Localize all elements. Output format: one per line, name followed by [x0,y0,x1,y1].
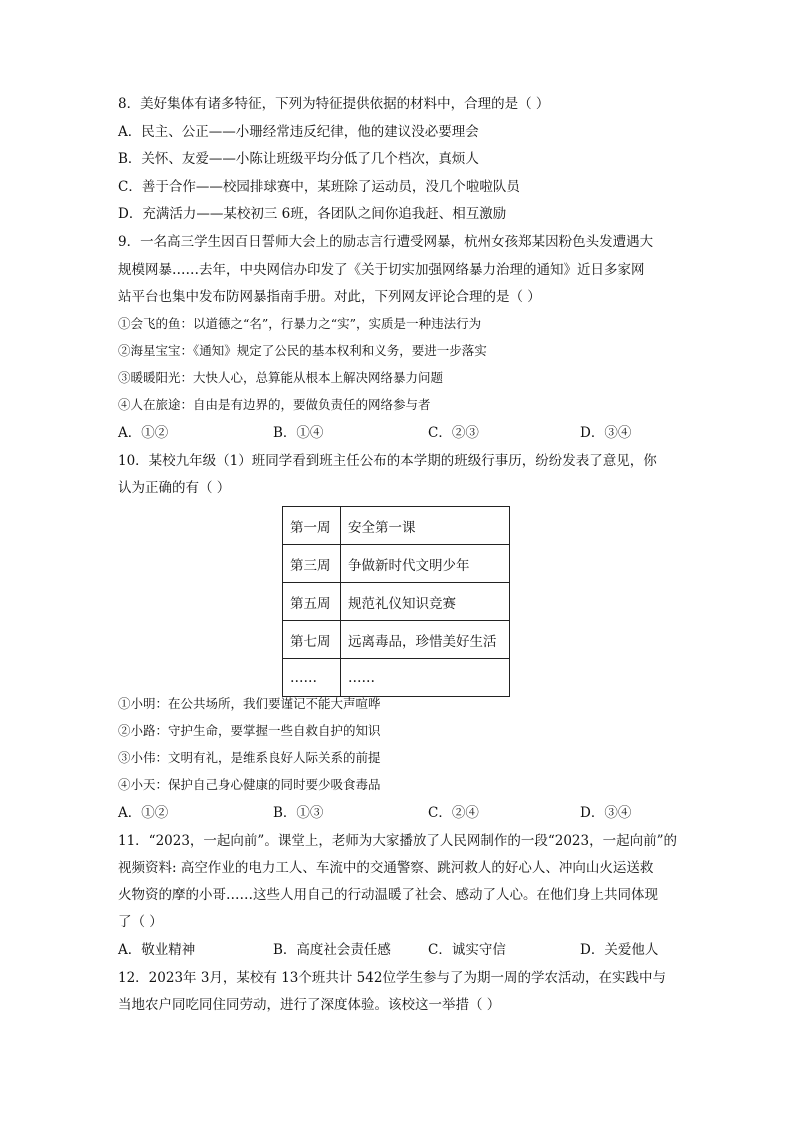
activity-cell: …… [341,659,510,697]
activity-cell: 安全第一课 [341,507,510,545]
table-row [283,545,510,583]
q9-stem-line-1: 9．一名高三学生因百日誓师大会上的励志言行遭受网暴，杭州女孩郑某因粉色头发遭遇大 [118,234,654,250]
activity-cell: 争做新时代文明少年 [341,545,510,583]
q9-stem-line-2: 规模网暴……去年，中央网信办印发了《关于切实加强网络暴力治理的通知》近日多家网 [118,262,645,278]
q8-option-b: B．关怀、友爱——小陈让班级平均分低了几个档次，真烦人 [118,151,479,167]
q10-choice-c: C．②④ [428,805,479,821]
q8-option-a: A．民主、公正——小珊经常违反纪律，他的建议没必要理会 [118,124,479,140]
q12-stem-line-2: 当地农户同吃同住同劳动，进行了深度体验。该校这一举措（ ） [118,997,501,1013]
week-cell: 第一周 [283,507,341,545]
q9-choice-d: D．③④ [580,425,632,441]
q10-stem-line-2: 认为正确的有（ ） [118,480,231,496]
q11-stem-line-4: 了（ ） [118,914,163,930]
q11-stem-line-2: 视频资料: 高空作业的电力工人、车流中的交通警察、跳河救人的好心人、冲向山火运送救 [118,860,654,876]
q10-statement-2: ②小路：守护生命，要掌握一些自救自护的知识 [118,723,381,738]
q10-choice-b: B．①③ [273,805,324,821]
activity-cell: 远离毒品，珍惜美好生活 [341,621,510,659]
q10-statement-3: ③小伟：文明有礼，是维系良好人际关系的前提 [118,750,381,765]
q8-option-d: D．充满活力——某校初三 6班，各团队之间你追我赶、相互激励 [118,206,507,222]
q10-choices [118,803,678,823]
q11-choice-b: B．高度社会责任感 [273,942,391,958]
week-cell: …… [283,659,341,697]
q11-choice-d: D．关爱他人 [580,942,659,958]
q11-stem-line-1: 11．“2023，一起向前”。课堂上，老师为大家播放了人民网制作的一段“2023，一起向前”的 [118,833,677,849]
q9-statement-2: ②海星宝宝：《通知》规定了公民的基本权利和义务，要进一步落实 [118,343,487,358]
week-cell: 第五周 [283,583,341,621]
q9-choice-b: B．①④ [273,425,324,441]
q8-stem: 8．美好集体有诸多特征，下列为特征提供依据的材料中，合理的是（ ） [118,96,550,112]
q11-stem-line-3: 火物资的摩的小哥……这些人用自己的行动温暖了社会、感动了人心。在他们身上共同体现 [118,887,658,903]
q9-choice-c: C．②③ [428,425,479,441]
q8-option-c: C．善于合作——校园排球赛中，某班除了运动员，没几个啦啦队员 [118,179,520,195]
table-row [283,659,510,697]
table-row [283,583,510,621]
q9-choices [118,423,678,443]
q10-statement-4: ④小天：保护自己身心健康的同时要少吸食毒品 [118,777,381,792]
q9-stem-line-3: 站平台也集中发布防网暴指南手册。对此，下列网友评论合理的是（ ） [118,289,541,305]
week-cell: 第三周 [283,545,341,583]
q9-statement-1: ①会飞的鱼：以道德之“名”，行暴力之“实”，实质是一种违法行为 [118,316,482,331]
q10-statement-1: ①小明：在公共场所，我们要谨记不能大声喧哗 [118,696,381,711]
q11-choices [118,940,678,960]
q9-statement-3: ③暖暖阳光：大快人心，总算能从根本上解决网络暴力问题 [118,370,444,385]
table-row [283,507,510,545]
q12-stem-line-1: 12．2023年 3月，某校有 13个班共计 542位学生参与了为期一周的学农活动，在实践中与 [118,970,666,986]
week-cell: 第七周 [283,621,341,659]
activity-cell: 规范礼仪知识竞赛 [341,583,510,621]
q9-statement-4: ④人在旅途：自由是有边界的，要做负责任的网络参与者 [118,397,431,412]
q10-choice-a: A．①② [118,805,169,821]
q10-choice-d: D．③④ [580,805,632,821]
q9-choice-a: A．①② [118,425,169,441]
table-row [283,621,510,659]
class-schedule-table [282,506,510,697]
q10-stem-line-1: 10．某校九年级（1）班同学看到班主任公布的本学期的班级行事历，纷纷发表了意见，你 [118,453,657,469]
q11-choice-a: A．敬业精神 [118,942,196,958]
q11-choice-c: C．诚实守信 [428,942,506,958]
